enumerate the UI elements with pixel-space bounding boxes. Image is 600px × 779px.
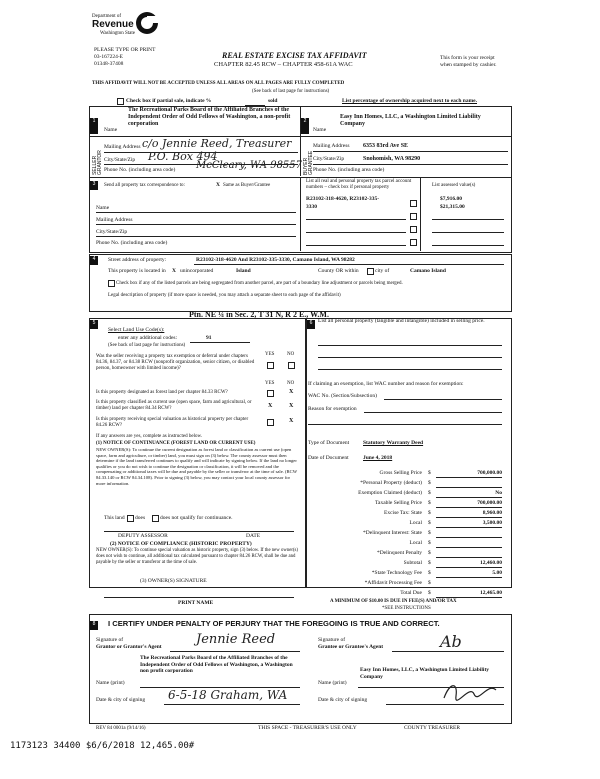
does-not-checkbox[interactable] [152,515,159,522]
tax-row-label: *Affidavit Processing Fee [364,580,422,586]
tax-row-label: Subtotal [403,560,422,566]
seller-phone-label: Phone No. (including area code) [104,167,176,173]
tax-row-underline [436,487,502,488]
forest-no-check[interactable]: X [289,389,294,395]
tax-row-dollar: $ [428,490,431,496]
parcel-header: List all real and personal property tax parcel account numbers – check box if personal property [306,179,412,190]
tax-row-underline [436,547,502,548]
personal-property-text: List all personal property (tangible and intangible) included in selling price. [318,318,485,324]
corr-name-label: Name [96,205,110,211]
does-not-label: does not qualify for continuance. [160,515,233,521]
grantor-signature: Jennie Reed [196,632,276,647]
tax-row-label: *State Technology Fee [371,570,422,576]
seller-mailing-value: c/o Jennie Reed, Treasurer [142,137,292,150]
revision-code: REV 84 0001a (9/14/16) [96,726,146,731]
parcel-number-1: R23102-318-4620, R23102-335- [306,196,380,202]
form-title: REAL ESTATE EXCISE TAX AFFIDAVIT [222,51,367,60]
tax-row-underline [436,587,502,588]
buyer-phone-label: Phone No. (including area code) [313,167,385,173]
personal-property-checkbox-3[interactable] [410,226,417,233]
tax-row-dollar: $ [428,590,431,596]
grantor-sig-label1: Signature of [96,637,124,643]
tax-row-underline [436,477,502,478]
tax-row-value[interactable]: 12,460.00 [480,560,502,566]
deputy-date-label: DATE [246,533,261,539]
this-land-label: This land [104,515,125,521]
forest-yes-checkbox[interactable] [267,390,274,397]
sold-label: sold [268,98,278,104]
current-use-question: Is this property classified as current use (open space, farm and agricultural, or timber) land per chapter 84.34 RCW? [96,400,252,411]
grantee-signature: Ab [440,632,462,651]
land-use-enter-label: enter any additional codes: [118,335,178,341]
legal-description-label: Legal description of property (if more space is needed, you may attach a separate sheet to each page of the affidavit) [108,293,341,298]
grantor-name-label: Name (print) [96,680,125,686]
grantee-initials-scribble [440,676,500,706]
same-as-buyer-check[interactable]: X [216,182,220,188]
tax-row-dollar: $ [428,530,431,536]
tax-row-value[interactable]: 3,500.00 [482,520,502,526]
exemption-yes-checkbox[interactable] [267,362,274,369]
exemption-claim-label: If claiming an exemption, list WAC number and reason for exemption: [308,381,464,387]
buyer-mailing-value: 6353 83rd Ave SE [363,143,409,149]
section-8-badge: 8 [90,621,98,630]
notice-compliance-title: (2) NOTICE OF COMPLIANCE (HISTORIC PROPERTY) [110,541,252,547]
buyer-city-value: Snohomish, WA 98290 [363,156,421,162]
legal-description-value: Ptn. NE ¼ in Sec. 2, T 31 N, R 2 E., W.M. [189,310,329,319]
revenue-seal-icon [134,10,160,36]
yes-header-1: YES [265,352,275,357]
tax-row-value[interactable]: 700,000.00 [477,470,502,476]
dept-line3: Washington State [100,31,136,36]
tax-row-dollar: $ [428,480,431,486]
personal-property-checkbox-4[interactable] [410,239,417,246]
tax-row-value[interactable]: 8,960.00 [482,510,502,516]
notice-compliance-body: NEW OWNER(S): To continue special valuation as historic property, sign (3) below. If the new owner(s) does not wish to continue, all additional tax calculated pursuant to chapter 84.26 RCW, shall be due and payable by the seller or transferor at the time of sale. [96,548,299,565]
doc-type-value: Statutory Warranty Deed [363,440,424,446]
tax-row-value[interactable]: No [495,490,502,496]
tax-row-value[interactable]: 12,465.00 [480,590,502,596]
same-as-buyer-label: Same as Buyer/Grantee [223,183,271,188]
section-2-badge: 2 [301,118,309,134]
grantee-name-label: Name (print) [318,680,347,686]
minimum-fee-note: A MINIMUM OF $10.00 IS DUE IN FEE(S) AND/OR TAX [330,599,457,604]
tax-row-label: Gross Selling Price [379,470,422,476]
form-subtitle: CHAPTER 82.45 RCW – CHAPTER 458-61A WAC [214,61,353,68]
tax-row-underline [436,537,502,538]
tax-row-underline [436,567,502,568]
tax-row-label: Taxable Selling Price [375,500,422,506]
buyer-name-value: Easy Inn Homes, LLC, a Washington Limited Liability Company [340,114,481,127]
grantor-name-print: The Recreational Parks Board of the Affiliated Branches of the Independent Order of Odd Fellows of Washington, a Washington non profit corporation [140,655,293,674]
tax-row-dollar: $ [428,580,431,586]
buyer-vertical-label: BUYER GRANTEE [303,150,314,175]
tax-row-value[interactable]: 700,000.00 [477,500,502,506]
does-checkbox[interactable] [127,515,134,522]
unincorporated-value: Island [236,268,251,274]
if-yes-note: If any answers are yes, complete as instructed below. [96,434,203,439]
print-name-label: PRINT NAME [178,600,214,606]
personal-property-checkbox-1[interactable] [410,200,417,207]
buyer-city-label: City/State/Zip [313,156,345,162]
city-of-checkbox[interactable] [367,268,374,275]
tax-row-label: Exemption Claimed (deduct) [358,490,422,496]
historic-no-check[interactable]: X [289,418,294,424]
section-6-badge: 6 [307,320,315,329]
dept-line2: Revenue [92,19,134,30]
tax-row-dollar: $ [428,500,431,506]
owner-signature-label: (3) OWNER(S) SIGNATURE [140,578,207,584]
wac-number-label: WAC No. (Section/Subsection) [308,393,377,399]
assessed-value-1: $7,916.00 [440,196,462,202]
yes-header-2: YES [265,381,275,386]
section-1-badge: 1 [90,118,98,134]
section-3-badge: 3 [90,181,98,190]
historic-yes-checkbox[interactable] [267,419,274,426]
dept-line1: Department of [92,14,122,19]
located-label: This property is located in [108,268,166,274]
tax-row-dollar: $ [428,550,431,556]
receipt-note2: when stamped by cashier. [440,62,497,68]
seller-mailing-label: Mailing Address [104,144,141,150]
seller-name-value: The Recreational Parks Board of the Affiliated Branches of the Independent Order of Odd Fellows of Washington, a non-profit corporation [128,107,291,127]
form-code2: 01348-37408 [94,61,124,67]
grantor-date-label: Date & city of signing [96,697,146,703]
section-5-badge: 5 [90,320,98,329]
warning-banner: THIS AFFIDAVIT WILL NOT BE ACCEPTED UNLESS ALL AREAS ON ALL PAGES ARE FULLY COMPLETED [92,81,345,86]
exemption-no-checkbox[interactable] [288,362,295,369]
grantor-sig-label2: Grantor or Grantor's Agent [96,644,162,650]
seller-vertical-label: SELLER GRANTOR [92,150,103,175]
does-label: does [135,515,146,521]
county-within-label: County OR within [318,268,359,274]
tax-row-dollar: $ [428,540,431,546]
partial-sale-checkbox[interactable] [117,98,124,105]
tax-row-underline [436,517,502,518]
current-use-yes-check[interactable]: X [268,403,273,409]
seller-phone-handwriting: McCleary, WA 98557 [196,160,303,171]
doc-date-value: June 4, 2018 [363,455,393,461]
notice-continuance-title: (1) NOTICE OF CONTINUANCE (FOREST LAND OR CURRENT USE) [96,441,256,446]
county-treasurer-label: COUNTY TREASURER [404,725,461,731]
correspondence-label: Send all property tax correspondence to: [104,183,185,188]
tax-row-label: Total Due [400,590,422,596]
seller-name-label: Name [104,127,118,133]
grantee-name-print: Easy Inn Homes, LLC, a Washington Limited Liability Company [360,667,490,680]
no-header-2: NO [287,381,295,386]
see-instructions-note: *SEE INSTRUCTIONS [382,606,431,611]
street-label: Street address of property: [108,257,167,263]
parcel-number-2: 3330 [306,204,317,210]
tax-row-dollar: $ [428,470,431,476]
tax-row-value[interactable]: 5.00 [492,570,502,576]
historic-question: Is this property receiving special valuation as historical property per chapter 84.26 RCW? [96,417,249,428]
grantee-date-label: Date & city of signing [318,697,368,703]
treasurer-use-label: THIS SPACE - TREASURER'S USE ONLY [258,725,357,731]
exemption-reason-label: Reason for exemption [308,406,357,412]
please-type: PLEASE TYPE OR PRINT [94,47,156,53]
tax-row-label: Excise Tax: State [383,510,422,516]
tax-row-underline [436,507,502,508]
grantee-sig-label2: Grantee or Grantee's Agent [318,644,384,650]
tax-row-label: *Personal Property (deduct) [360,480,422,486]
receipt-note1: This form is your receipt [440,55,495,61]
certify-statement: I CERTIFY UNDER PENALTY OF PERJURY THAT THE FOREGOING IS TRUE AND CORRECT. [108,619,440,628]
deputy-assessor-label: DEPUTY ASSESSOR [118,533,168,539]
segregated-checkbox[interactable] [108,280,115,287]
unincorporated-check[interactable]: X [172,268,176,274]
buyer-mailing-label: Mailing Address [313,143,350,149]
city-value: Camano Island [410,268,446,274]
tax-row-label: *Delinquent Penalty [376,550,422,556]
corr-mailing-label: Mailing Address [96,217,133,223]
see-back-note: (See back of last page for instructions) [252,89,330,94]
section-4-badge: 4 [90,256,98,265]
street-value: R23102-318-4620 And R23102-335-3330, Camano Island, WA 98282 [196,257,355,263]
land-use-select-label: Select Land Use Code(s): [108,327,165,333]
tax-row-dollar: $ [428,560,431,566]
tax-row-underline [436,597,502,598]
personal-property-checkbox-2[interactable] [410,213,417,220]
tax-row-underline [436,497,502,498]
segregated-label: Check box if any of the listed parcels are being segregated from another parcel, are part of a boundary line adjustment or parcels being merged. [116,281,403,286]
recording-stamp: 1173123 34400 $6/6/2018 12,465.00# [10,741,195,751]
no-header-1: NO [287,352,295,357]
tax-row-label: *Delinquent Interest: State [363,530,422,536]
buyer-name-label: Name [313,127,327,133]
tax-row-dollar: $ [428,570,431,576]
city-of-label: city of [375,268,390,274]
tax-row-label: Local [409,540,422,546]
grantor-date-city: 6-5-18 Graham, WA [168,688,288,702]
current-use-no-check[interactable]: X [289,403,294,409]
tax-row-underline [436,557,502,558]
exemption-question: Was the seller receiving a property tax exemption or deferral under chapters 84.36, 84.37, or 84.38 RCW (nonprofit organization, senior citizen, or disabled person, homeowner with limited income)? [96,354,255,371]
tax-row-underline [436,577,502,578]
land-use-see-back: (See back of last page for instructions) [108,343,186,348]
list-percentage-note: List percentage of ownership acquired next to each name. [342,98,477,104]
corr-city-label: City/State/Zip [96,229,128,235]
form-code1: 03-167224-E [94,54,124,60]
land-use-code[interactable]: 91 [206,335,212,341]
grantee-sig-label1: Signature of [318,637,346,643]
tax-row-underline [436,527,502,528]
tax-row-dollar: $ [428,520,431,526]
partial-sale-label: Check box if partial sale, indicate % [126,98,212,104]
notice-continuance-body: NEW OWNER(S): To continue the current designation as forest land or classification as current use (open space, farm and agriculture, or timber) land, you must sign on (3) below. The county assessor must then determine if the land transferred continues to qualify and will indicate by signing below. If the land no longer qualifies or you do not wish to continue the designation or classification, it will be removed and the compensating or additional taxes will be due and payable by the seller or transferor at the time of sale. (RCW 84.33.140 or RCW 84.34.108). Prior to signing (3) below, you may contact your local county assessor for more information. [96,447,297,486]
assessed-header: List assessed value(s) [432,183,476,188]
tax-row-label: Local [409,520,422,526]
doc-type-label: Type of Document [308,440,350,446]
unincorporated-label: unincorporated [180,268,214,274]
seller-city-label: City/State/Zip [104,157,136,163]
forest-question: Is this property designated as forest land per chapter 84.33 RCW? [96,390,228,395]
tax-row-dollar: $ [428,510,431,516]
corr-phone-label: Phone No. (including area code) [96,240,168,246]
doc-date-label: Date of Document [308,455,349,461]
seller-city-value: P.O. Box 494 [148,150,218,163]
assessed-value-2: $21,315.00 [440,204,465,210]
